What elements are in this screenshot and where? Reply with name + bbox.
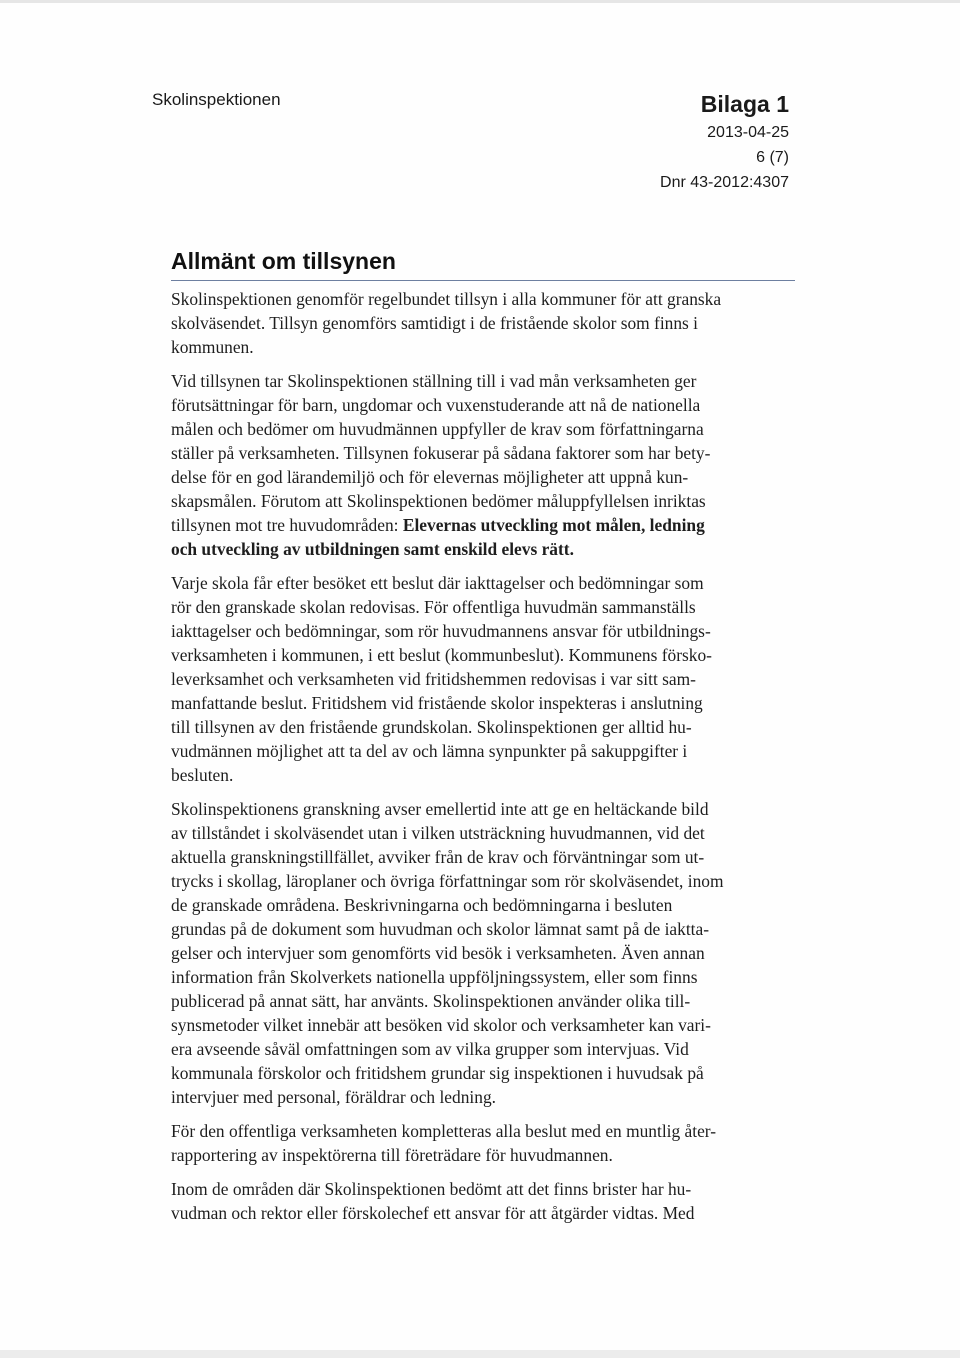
scan-edge-bottom	[0, 1350, 960, 1358]
section-heading: Allmänt om tillsynen	[171, 248, 396, 274]
text-line: Skolinspektionens granskning avser emellertid inte att ge en heltäckande bild	[171, 799, 709, 819]
text-line: till tillsynen av den fristående grundskolan. Skolinspektionen ger alltid hu-	[171, 717, 692, 737]
text-line: era avseende såväl omfattningen som av vilka grupper som intervjuas. Vid	[171, 1039, 689, 1059]
text-line: av tillståndet i skolväsendet utan i vilken utsträckning huvudmannen, vid det	[171, 823, 705, 843]
text-line: delse för en god lärandemiljö och för elevernas möjligheter att uppnå kun-	[171, 467, 689, 487]
text-line: skapsmålen. Förutom att Skolinspektionen bedömer måluppfyllelsen inriktas	[171, 491, 706, 511]
text-line: Skolinspektionen genomför regelbundet tillsyn i alla kommuner för att granska	[171, 289, 722, 309]
text-line: vudmännen möjlighet att ta del av och lämna synpunkter på sakuppgifter i	[171, 741, 688, 761]
text-line: Inom de områden där Skolinspektionen bedömt att det finns brister har hu-	[171, 1179, 692, 1199]
diary-number: Dnr 43-2012:4307	[660, 174, 789, 191]
text-line: synsmetoder vilket innebär att besöken vid skolor och verksamheter kan vari-	[171, 1015, 711, 1035]
text-line: Varje skola får efter besöket ett beslut där iakttagelser och bedömningar som	[171, 573, 704, 593]
text-line: intervjuer med personal, föräldrar och ledning.	[171, 1087, 496, 1107]
paragraph-1	[171, 287, 799, 359]
text-line: aktuella granskningstillfället, avviker från de krav och förväntningar som ut-	[171, 847, 705, 867]
text-line-bold: och utveckling av utbildningen samt enskild elevs rätt.	[171, 539, 574, 559]
text-line: vudman och rektor eller förskolechef ett ansvar för att åtgärder vidtas. Med	[171, 1203, 695, 1223]
paragraph-2	[171, 369, 799, 561]
text-line: målen och bedömer om huvudmännen uppfyller de krav som författningarna	[171, 419, 704, 439]
paragraph-4	[171, 797, 799, 1109]
text-line: ställer på verksamheten. Tillsynen fokuserar på sådana faktorer som har bety-	[171, 443, 711, 463]
text-line: besluten.	[171, 765, 234, 785]
text-line: information från Skolverkets nationella uppföljningssystem, eller som finns	[171, 967, 698, 987]
page-number: 6 (7)	[756, 149, 789, 166]
text-line: grundas på de dokument som huvudman och skolor lämnat samt på de iaktta-	[171, 919, 710, 939]
text-line: manfattande beslut. Fritidshem vid fristående skolor inspekteras i anslutning	[171, 693, 703, 713]
text-line: kommunen.	[171, 337, 254, 357]
paragraph-6	[171, 1177, 799, 1225]
text-plain: tillsynen mot tre huvudområden:	[171, 515, 403, 535]
text-line: För den offentliga verksamheten kompletteras alla beslut med en muntlig åter-	[171, 1121, 717, 1141]
document-meta	[660, 88, 789, 195]
text-line: rapportering av inspektörerna till företrädare för huvudmannen.	[171, 1145, 613, 1165]
text-bold: Elevernas utveckling mot målen, ledning	[402, 515, 705, 535]
paragraph-3	[171, 571, 799, 787]
text-line: de granskade områdena. Beskrivningarna och bedömningarna i besluten	[171, 895, 673, 915]
document-date: 2013-04-25	[707, 124, 789, 141]
body-text	[171, 287, 799, 1235]
text-line: trycks i skollag, läroplaner och övriga författningar som rör skolväsendet, inom	[171, 871, 724, 891]
paragraph-5	[171, 1119, 799, 1167]
scan-edge-top	[0, 0, 960, 3]
text-line: Vid tillsynen tar Skolinspektionen ställning till i vad mån verksamheten ger	[171, 371, 697, 391]
text-line: iakttagelser och bedömningar, som rör huvudmannens ansvar för utbildnings-	[171, 621, 711, 641]
attachment-label: Bilaga 1	[700, 91, 789, 117]
text-line: skolväsendet. Tillsyn genomförs samtidigt i de fristående skolor som finns i	[171, 313, 699, 333]
text-line: publicerad på annat sätt, har använts. Skolinspektionen använder olika till-	[171, 991, 691, 1011]
text-line: gelser och intervjuer som genomförts vid besök i verksamheten. Även annan	[171, 943, 705, 963]
text-line: kommunala förskolor och fritidshem grundar sig inspektionen i huvudsak på	[171, 1063, 704, 1083]
section-heading-container	[171, 246, 795, 281]
text-line-mixed	[171, 513, 799, 537]
text-line: förutsättningar för barn, ungdomar och vuxenstuderande att nå de nationella	[171, 395, 701, 415]
text-line: leverksamhet och verksamheten vid fritidshemmen redovisas i var sitt sam-	[171, 669, 696, 689]
organization-name: Skolinspektionen	[152, 90, 281, 109]
text-line: verksamheten i kommunen, i ett beslut (kommunbeslut). Kommunens försko-	[171, 645, 712, 665]
text-line: rör den granskade skolan redovisas. För offentliga huvudmän sammanställs	[171, 597, 696, 617]
